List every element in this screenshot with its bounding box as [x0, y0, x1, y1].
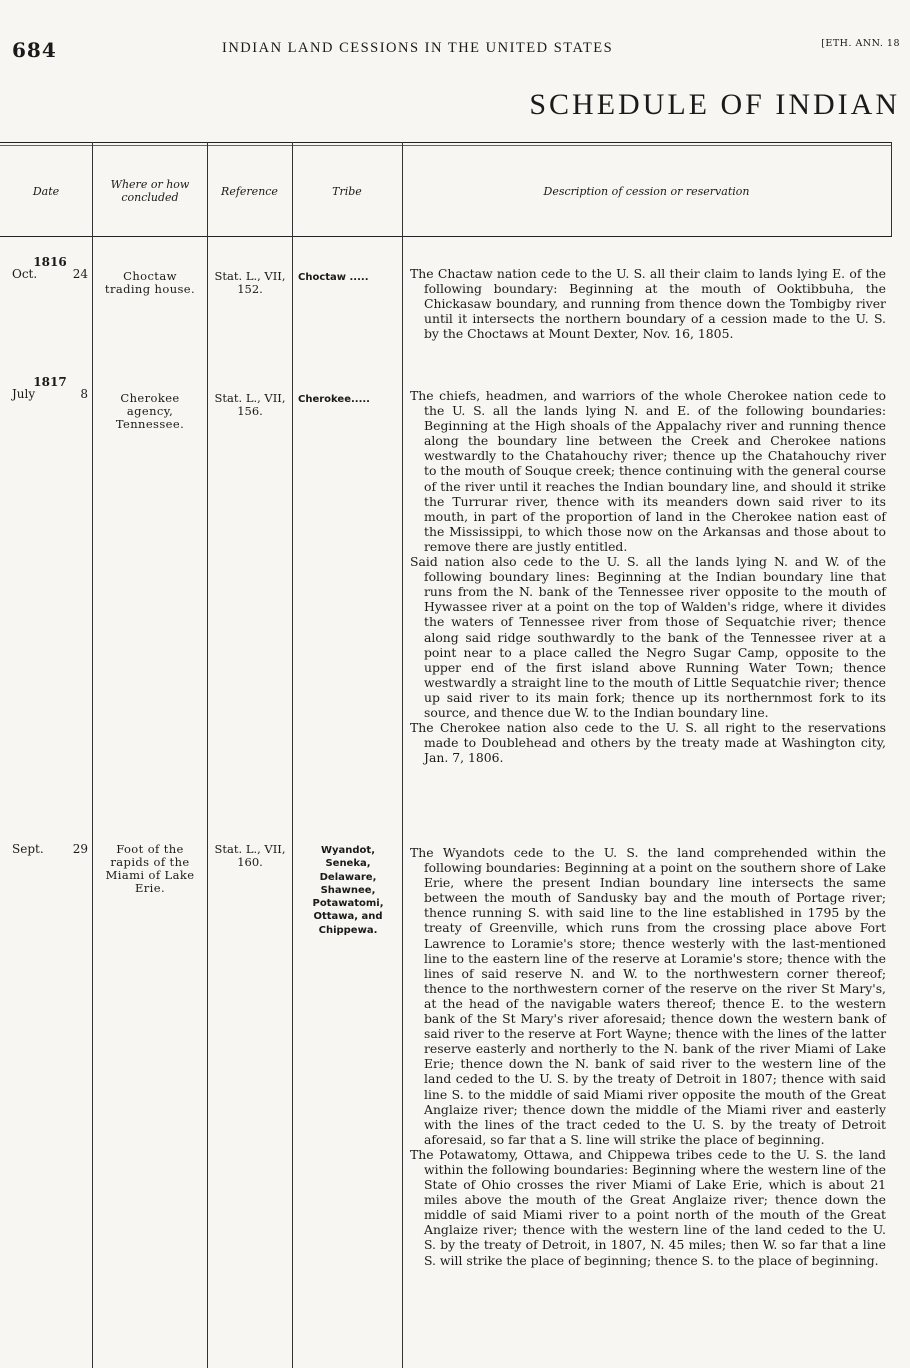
column-header-tribe: Tribe — [332, 184, 362, 198]
entry-description — [410, 845, 886, 1268]
entry-where: Foot of the rapids of the Miami of Lake Erie. — [105, 842, 195, 895]
entry-year: 1816 — [33, 255, 67, 269]
entry-reference: Stat. L., VII, 152. — [214, 269, 286, 296]
entry-month-day — [12, 843, 88, 856]
column-header-date: Date — [32, 184, 60, 198]
column-header-where: Where or how concluded — [110, 178, 190, 204]
column-divider — [292, 142, 293, 1368]
entry-where: Cherokee agency, Tennessee. — [115, 391, 185, 431]
entry-date — [12, 843, 88, 856]
schedule-title: SCHEDULE OF INDIAN — [529, 88, 900, 121]
entry-where: Choctaw trading house. — [104, 269, 196, 296]
description-paragraph: The Potawatomy, Ottawa, and Chippewa tribes cede to the U. S. the land within the following boundaries: Beginning where the western line of the State of Ohio crosses the river Miami of Lake Erie, which is about 21 miles above the mouth of the Great Anglaize river; thence down the middle of said Miami river to a point north of the mouth of the Great Anglaize river; thence with the western line of the land ceded to the U. S. by the treaty of Detroit, in 1807, N. 45 miles; then W. so far that a line S. will strike the place of beginning; thence S. to the place of beginning. — [410, 1146, 886, 1268]
entry-day: 29 — [72, 842, 88, 856]
entry-month: Sept. — [12, 842, 44, 856]
entry-month-day — [12, 388, 88, 401]
running-title: INDIAN LAND CESSIONS IN THE UNITED STATES — [222, 40, 614, 56]
running-head — [0, 34, 910, 64]
page-number: 684 — [12, 38, 57, 62]
description-paragraph: The Wyandots cede to the U. S. the land comprehended within the following boundaries: Beginning at a point on the southern shore of Lake Erie, where the present Indian boundary line intersects the same between the mouth of Sandusky bay and the mouth of Portage river; thence running S. with said line to the line established in 1795 by the treaty of Greenville, which runs from the crossing place above Fort Lawrence to Loramie's store; thence westerly with the last-mentioned line to the eastern line of the reserve at Loramie's store; thence with the lines of said reserve N. and W. to the northwestern corner thereof; thence to the northwestern corner of the reserve on the river St Mary's, at the head of the navigable waters thereof; thence E. to the western bank of the St Mary's river aforesaid; thence down the western bank of said river to the reserve at Fort Wayne; thence with the lines of the latter reserve easterly and northerly to the N. bank of the river Miami of Lake Erie; thence down the N. bank of said river to the western line of the land ceded to the U. S. by the treaty of Detroit in 1807; thence with said line S. to the middle of said Miami river opposite the mouth of the Great Anglaize river; thence down the middle of the Miami river and easterly with the lines of the tract ceded to the U. S. by the treaty of Detroit aforesaid, so far that a S. line will strike the place of beginning. — [410, 845, 886, 1147]
description-paragraph: Said nation also cede to the U. S. all the lands lying N. and W. of the following boundary lines: Beginning at the Indian boundary line that runs from the N. bank of the Tennessee river opposite to the mouth of Hywassee river at a point on the top of Walden's ridge, where it divides the waters of Tennessee river from those of Sequatchie river; thence along said ridge southwardly to the bank of the Tennessee river at a point near to a place called the Negro Sugar Camp, opposite to the upper end of the first island above Running Water Town; thence westwardly a straight line to the mouth of Little Sequatchie river; thence up said river to its main fork; thence up its northernmost fork to its source, and thence due W. to the Indian boundary line. — [410, 554, 886, 720]
column-header-description: Description of cession or reservation — [543, 184, 750, 198]
entry-description — [410, 266, 886, 341]
description-paragraph: The chiefs, headmen, and warriors of the whole Cherokee nation cede to the U. S. all the lands lying N. and E. of the following boundaries: Beginning at the High shoals of the Appalachy river and running thence along the boundary line between the Creek and Cherokee nations westwardly to the Chatahouchy river; thence up the Chatahouchy river to the mouth of Souque creek; thence continuing with the general course of the river until it reaches the Indian boundary line, and should it strike the Turrurar river, thence with its meanders down said river to its mouth, in part of the proportion of land in the Cherokee nation east of the Mississippi, to which those now on the Arkansas and those about to remove there are justly entitled. — [410, 388, 886, 554]
entry-date — [12, 256, 88, 281]
description-paragraph: The Chactaw nation cede to the U. S. all their claim to lands lying E. of the following boundary: Beginning at the mouth of Ooktibbuha, the Chickasaw boundary, and running from thence down the Tombigby river until it intersects the northern boundary of a cession made to the U. S. by the Choctaws at Mount Dexter, Nov. 16, 1805. — [410, 266, 886, 342]
entry-description — [410, 388, 886, 765]
table-top-rule — [0, 142, 892, 143]
column-header-reference: Reference — [221, 184, 278, 198]
column-divider — [207, 142, 208, 1368]
entry-tribe: Choctaw ..... — [298, 272, 369, 283]
entry-tribe: Wyandot, Seneka, Delaware, Shawnee, Potawatomi, Ottawa, and Chippewa. — [312, 845, 384, 936]
entry-month: July — [12, 387, 36, 401]
column-divider — [891, 142, 892, 236]
column-divider — [92, 142, 93, 1368]
column-divider — [402, 142, 403, 1368]
report-reference: [ETH. ANN. 18 — [821, 38, 900, 49]
entry-reference: Stat. L., VII, 156. — [214, 391, 286, 418]
entry-tribe: Cherokee..... — [298, 394, 370, 405]
entry-month-day — [12, 268, 88, 281]
entry-day: 24 — [72, 267, 88, 281]
entry-year: 1817 — [33, 375, 67, 389]
entry-day: 8 — [80, 387, 88, 401]
entry-reference: Stat. L., VII, 160. — [214, 842, 286, 869]
entry-month: Oct. — [12, 267, 38, 281]
description-paragraph: The Cherokee nation also cede to the U. S. all right to the reservations made to Doublehead and others by the treaty made at Washington city, Jan. 7, 1806. — [410, 720, 886, 766]
header-bottom-rule — [0, 236, 892, 237]
entry-date — [12, 376, 88, 401]
